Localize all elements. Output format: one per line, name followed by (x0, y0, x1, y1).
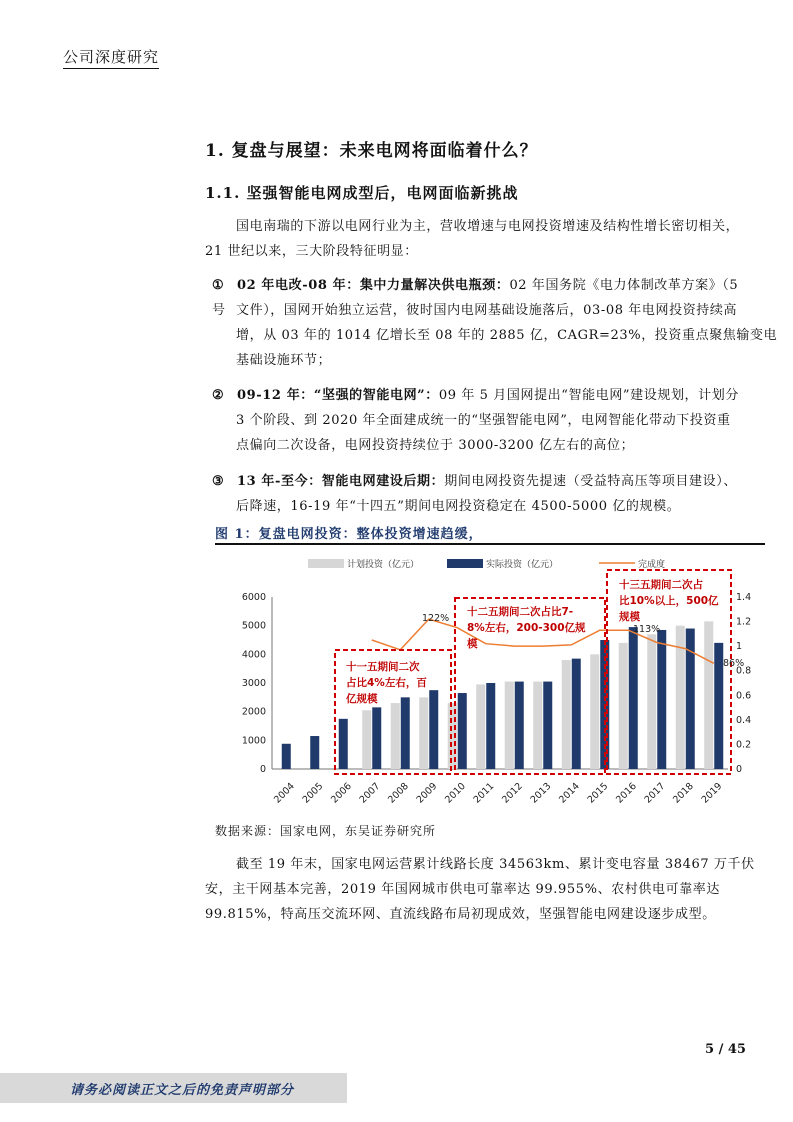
legend-swatch-actual (447, 559, 483, 568)
subsection-heading: 1.1. 坚强智能电网成型后，电网面临新挑战 (205, 184, 519, 202)
bar-actual-2014 (572, 659, 581, 769)
bar-planned-2011 (476, 684, 485, 769)
closing-line-2: 安，主干网基本完善，2019 年国网城市供电可靠率达 99.955%、农村供电可靠率达 (205, 882, 720, 897)
y-right-tick-label: 0 (736, 764, 743, 775)
bar-actual-2017 (657, 630, 666, 769)
point-label-2009: 122% (422, 613, 450, 624)
y-right-tick-label: 0.2 (736, 739, 752, 751)
stage-1-line-3: 增，从 03 年的 1014 亿增长至 08 年的 2885 亿，CAGR=23%，投资重点聚焦输变电 (236, 328, 778, 343)
annotation-12th-line-2: 8%左右，200-300亿规 (467, 622, 586, 634)
figure-source: 数据来源：国家电网，东吴证券研究所 (215, 824, 437, 838)
stage-3-marker: ③ (212, 474, 225, 489)
annotation-12th-line-1: 十二五期间二次占比7- (467, 606, 574, 618)
point-label-2016: 113% (633, 624, 661, 635)
x-tick-label: 2015 (585, 780, 611, 806)
stage-3-line-2: 后降速，16-19 年“十四五”期间电网投资稳定在 4500-5000 亿的规模。 (236, 499, 681, 514)
x-tick-label: 2018 (671, 780, 696, 806)
closing-line-1: 截至 19 年末，国家电网运营累计线路长度 34563km、累计变电容量 38467 万千伏 (236, 857, 755, 872)
x-tick-label: 2004 (272, 780, 297, 806)
intro-line-2: 21 世纪以来，三大阶段特征明显： (205, 244, 418, 259)
bar-planned-2015 (590, 654, 599, 769)
bar-planned-2013 (533, 682, 542, 769)
bar-planned-2008 (391, 703, 400, 769)
closing-line-3: 99.815%，特高压交流环网、直流线路布局初现成效，坚强智能电网建设逐步成型。 (205, 907, 716, 922)
y-left-tick-label: 3000 (241, 678, 266, 689)
page-header: 公司深度研究 (63, 48, 160, 66)
stage-3-line-1: 期间电网投资先提速（受益特高压等项目建设）、 (444, 474, 737, 489)
stage-1-marker: ① (212, 278, 225, 293)
stage-1-title: 02 年电改-08 年：集中力量解决供电瓶颈： (237, 278, 510, 293)
annotation-11th-line-2: 占比4%左右，百 (346, 677, 427, 689)
stage-2-marker: ② (212, 388, 225, 403)
legend-label-actual: 实际投资（亿元） (486, 560, 559, 570)
bar-actual-2011 (486, 683, 495, 769)
legend-swatch-planned (308, 559, 344, 568)
section-heading: 1. 复盘与展望：未来电网将面临着什么？ (205, 141, 538, 161)
bar-actual-2009 (429, 690, 438, 769)
y-right-tick-label: 0.4 (736, 714, 752, 726)
stage-2-line-2: 3 个阶段、到 2020 年全面建成统一的“坚强智能电网”，电网智能化带动下投资重 (236, 413, 731, 428)
bar-actual-2019 (714, 643, 723, 769)
bar-planned-2012 (505, 682, 514, 769)
y-left-tick-label: 0 (259, 764, 266, 775)
x-tick-label: 2005 (300, 780, 326, 806)
bar-planned-2009 (419, 697, 428, 769)
bar-planned-2016 (619, 643, 628, 769)
y-right-tick-label: 1 (736, 641, 743, 653)
bar-actual-2004 (282, 744, 291, 769)
bar-actual-2008 (401, 697, 410, 769)
bar-actual-2012 (515, 682, 524, 769)
stage-2 (212, 383, 752, 408)
footer-disclaimer: 请务必阅读正文之后的免责声明部分 (70, 1083, 295, 1098)
bar-actual-2013 (543, 682, 552, 769)
investment-chart (215, 547, 765, 817)
stage-1-line-4: 基础设施环节； (236, 353, 332, 368)
annotation-13th-line-1: 十三五期间二次占 (619, 579, 703, 591)
bar-actual-2010 (458, 693, 467, 769)
legend-label-planned: 计划投资（亿元） (347, 560, 420, 570)
page-number: 5 / 45 (705, 1042, 746, 1057)
x-tick-label: 2016 (614, 780, 639, 806)
header-underline (63, 68, 159, 69)
figure-title: 图 1：复盘电网投资：整体投资增速趋缓， (215, 527, 483, 542)
stage-2-line-1: 09 年 5 月国网提出“智能电网”建设规划，计划分 (438, 388, 739, 403)
point-label-2019: 86% (723, 658, 745, 669)
annotation-11th-line-1: 十一五期间二次 (346, 661, 420, 673)
y-right-tick-label: 1.2 (736, 616, 752, 628)
annotation-11th-line-3: 亿规模 (346, 693, 378, 705)
bar-planned-2019 (704, 621, 713, 769)
figure-title-rule (215, 543, 765, 545)
annotation-12th-line-3: 模 (467, 638, 478, 650)
stage-1-line-1: 02 年国务院《电力体制改革方案》（5 号 (212, 278, 739, 318)
intro-line-1: 国电南瑞的下游以电网行业为主，营收增速与电网投资增速及结构性增长密切相关， (236, 219, 740, 234)
stage-3-title: 13 年-至今：智能电网建设后期： (237, 474, 445, 489)
x-tick-label: 2007 (357, 780, 383, 806)
x-tick-label: 2017 (642, 780, 668, 806)
y-left-tick-label: 1000 (241, 735, 266, 747)
bar-actual-2016 (629, 627, 638, 769)
x-tick-label: 2009 (414, 780, 440, 806)
y-left-tick-label: 6000 (241, 592, 266, 603)
legend-label-completion: 完成度 (638, 560, 666, 570)
stage-2-line-3: 点偏向二次设备，电网投资持续位于 3000-3200 亿左右的高位； (236, 438, 635, 453)
x-tick-label: 2008 (386, 780, 411, 806)
bar-planned-2007 (362, 710, 371, 769)
footer-bar (0, 1073, 347, 1103)
x-tick-label: 2012 (500, 780, 525, 806)
x-tick-label: 2014 (557, 780, 582, 806)
bar-actual-2005 (310, 736, 319, 769)
y-right-tick-label: 1.4 (736, 592, 752, 603)
x-tick-label: 2019 (699, 780, 725, 806)
x-tick-label: 2013 (528, 780, 554, 806)
annotation-13th-line-3: 规模 (619, 611, 640, 623)
bar-actual-2007 (372, 707, 381, 769)
y-left-tick-label: 2000 (241, 706, 266, 718)
stage-2-title: 09-12 年：“坚强的智能电网”： (237, 388, 439, 403)
bar-planned-2017 (647, 634, 656, 769)
x-tick-label: 2006 (329, 780, 354, 806)
y-left-tick-label: 5000 (241, 620, 266, 632)
bar-planned-2014 (562, 660, 571, 769)
stage-3 (212, 469, 752, 494)
bar-actual-2006 (339, 719, 348, 769)
y-right-tick-label: 0.8 (736, 665, 752, 677)
stage-1-line-2: 文件），国网开始独立运营，彼时国内电网基础设施落后，03-08 年电网投资持续高 (236, 303, 738, 318)
y-right-tick-label: 0.6 (736, 690, 752, 702)
x-tick-label: 2011 (471, 780, 497, 806)
annotation-13th-line-2: 比10%以上，500亿 (619, 595, 719, 607)
y-left-tick-label: 4000 (241, 649, 266, 661)
x-tick-label: 2010 (443, 780, 468, 806)
